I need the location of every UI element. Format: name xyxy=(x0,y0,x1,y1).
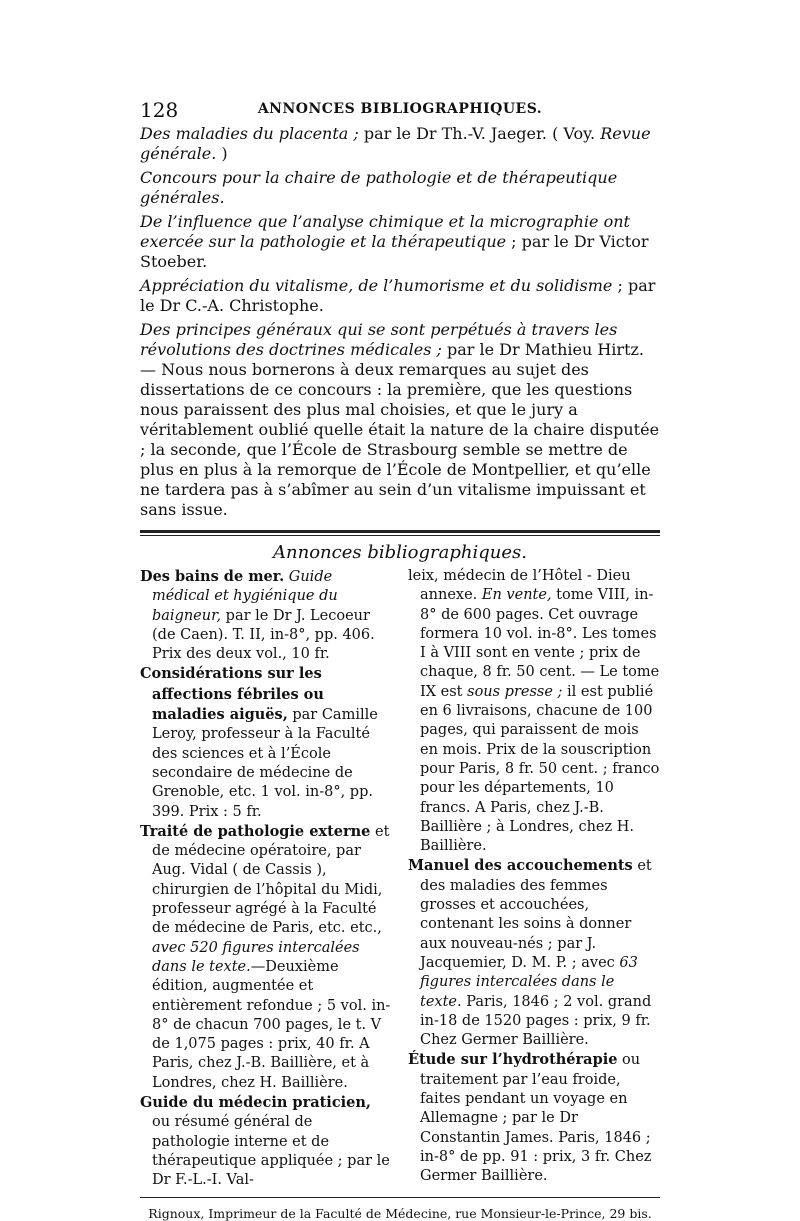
entry-concours: Concours pour la chaire de pathologie et de thérapeutique générales. xyxy=(140,168,618,207)
page-number: 128 xyxy=(140,98,179,122)
list-item: Manuel des accouchements et des maladies des femmes grosses et accouchées, contenant les soins à donner aux nouveau-nés ; par J. Jacquemier, D. M. P. ; avec 63 figures intercalées dans le texte. Paris, 1846 ; 2 vol. grand in-18 de 1520 pages : prix, 9 fr. Chez Germer Baillière. xyxy=(408,857,652,1049)
entry-influence: De l’influence que l’analyse chimique et la micrographie ont exercée sur la pathologie et la thérapeutique ; par le Dr Victor Stoeber. xyxy=(140,212,649,271)
entry-principes: Des principes généraux qui se sont perpétués à travers les révolutions des doctrines médicales ; par le Dr Mathieu Hirtz. — Nous nous bornerons à deux remarques au sujet des dissertations de ce concours : la première, que les questions nous paraissent des plus mal choisies, et que le jury a véritablement oublié quelle était la nature de la chaire disputée ; la seconde, que l’École de Strasbourg semble se mettre de plus en plus à la remorque de l’École de Montpellier, et qu’elle ne tardera pas à s’abîmer au sein d’un vitalisme impuissant et sans issue. xyxy=(140,320,660,519)
entry-placenta: Des maladies du placenta ; par le Dr Th.-V. Jaeger. ( Voy. Revue générale. ) xyxy=(140,124,651,163)
footer-divider xyxy=(140,1197,660,1198)
list-item: Guide du médecin praticien, ou résumé général de pathologie interne et de thérapeutique appliquée ; par le Dr F.-L.-I. Val- xyxy=(140,1094,390,1189)
right-column xyxy=(408,567,660,1191)
entry-vitalisme: Appréciation du vitalisme, de l’humorisme et du solidisme ; par le Dr C.-A. Christophe. xyxy=(140,276,656,315)
running-title: ANNONCES BIBLIOGRAPHIQUES. xyxy=(257,101,543,117)
section-divider-thin xyxy=(140,535,660,536)
section-divider xyxy=(140,530,660,533)
list-item: Des bains de mer. Guide médical et hygiénique du baigneur, par le Dr J. Lecoeur (de Caen). T. II, in-8°, pp. 406. Prix des deux vol., 10 fr. xyxy=(140,568,375,663)
announcements-columns xyxy=(140,567,660,1191)
left-column xyxy=(140,567,392,1191)
section-title: Annonces bibliographiques. xyxy=(273,542,527,563)
list-item: leix, médecin de l’Hôtel - Dieu annexe. En vente, tome VIII, in-8° de 600 pages. Cet ouvrage formera 10 vol. in-8°. Les tomes I à VIII sont en vente ; prix de chaque, 8 fr. 50 cent. — Le tome IX est sous presse ; il est publié en 6 livraisons, chacune de 100 pages, qui paraissent de mois en mois. Prix de la souscription pour Paris, 8 fr. 50 cent. ; franco pour les départements, 10 francs. A Paris, chez J.-B. Baillière ; à Londres, chez H. Baillière. xyxy=(408,568,660,855)
page-header xyxy=(140,98,660,124)
list-item: Traité de pathologie externe et de médecine opératoire, par Aug. Vidal ( de Cassis ), chirurgien de l’hôpital du Midi, professeur agrégé à la Faculté de médecine de Paris, etc. etc., avec 520 figures intercalées dans le texte.—Deuxième édition, augmentée et entièrement refondue ; 5 vol. in-8° de chacun 700 pages, le t. V de 1,075 pages : prix, 40 fr. A Paris, chez J.-B. Baillière, et à Londres, chez H. Baillière. xyxy=(140,822,391,1091)
list-item: Considérations sur les affections fébriles ou maladies aiguës, par Camille Leroy, professeur à la Faculté des sciences et à l’École secondaire de médecine de Grenoble, etc. 1 vol. in-8°, pp. 399. Prix : 5 fr. xyxy=(140,665,378,820)
list-item: Étude sur l’hydrothérapie ou traitement par l’eau froide, faites pendant un voyage en Allemagne ; par le Dr Constantin James. Paris, 1846 ; in-8° de pp. 91 : prix, 3 fr. Chez Germer Baillière. xyxy=(408,1051,652,1185)
printer-imprint: Rignoux, Imprimeur de la Faculté de Médecine, rue Monsieur-le-Prince, 29 bis. xyxy=(148,1205,652,1221)
document-page xyxy=(140,98,660,1221)
